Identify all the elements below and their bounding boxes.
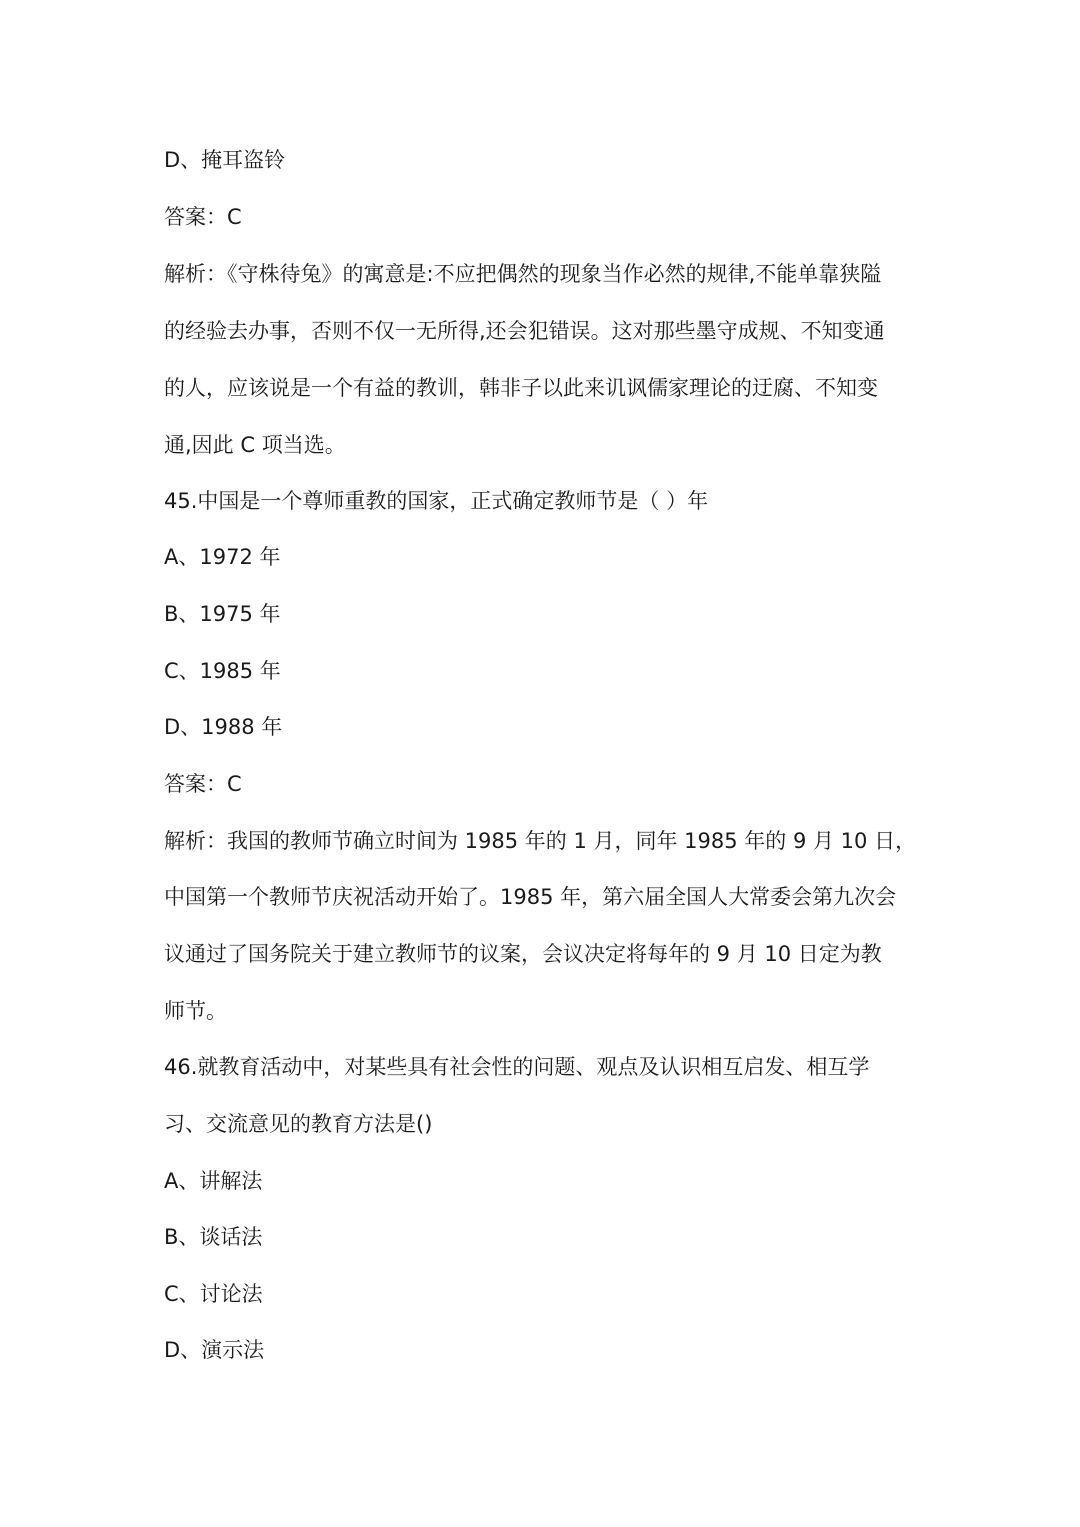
q44-explanation-line-3: 的人，应该说是一个有益的教训，韩非子以此来讥讽儒家理论的迂腐、不知变	[164, 376, 878, 400]
q44-explanation-line-4: 通,因此 C 项当选。	[164, 433, 346, 457]
q44-explanation-line-2: 的经验去办事，否则不仅一无所得,还会犯错误。这对那些墨守成规、不知变通	[164, 319, 885, 343]
q45-option-b: B、1975 年	[164, 602, 281, 626]
q46-option-b: B、谈话法	[164, 1225, 263, 1249]
q45-explanation-line-3: 议通过了国务院关于建立教师节的议案，会议决定将每年的 9 月 10 日定为教	[164, 942, 882, 966]
q46-option-a: A、讲解法	[164, 1169, 263, 1193]
q45-explanation-line-2: 中国第一个教师节庆祝活动开始了。1985 年，第六届全国人大常委会第九次会	[164, 885, 897, 909]
q44-answer: 答案：C	[164, 205, 242, 229]
q44-option-d: D、掩耳盗铃	[164, 148, 286, 172]
q45-explanation-line-1: 解析：我国的教师节确立时间为 1985 年的 1 月，同年 1985 年的 9 月 10 日，	[164, 829, 917, 853]
q45-answer: 答案：C	[164, 772, 242, 796]
q46-option-c: C、讨论法	[164, 1282, 263, 1306]
q45-explanation-line-4: 师节。	[164, 999, 227, 1023]
q46-option-d: D、演示法	[164, 1338, 265, 1362]
q45-option-c: C、1985 年	[164, 659, 281, 683]
q45-option-d: D、1988 年	[164, 715, 283, 739]
q46-question-line-1: 46.就教育活动中，对某些具有社会性的问题、观点及认识相互启发、相互学	[164, 1055, 870, 1079]
q44-explanation-line-1: 解析：《守株待兔》的寓意是:不应把偶然的现象当作必然的规律,不能单靠狭隘	[164, 262, 882, 286]
q45-option-a: A、1972 年	[164, 545, 281, 569]
q45-question: 45.中国是一个尊师重教的国家，正式确定教师节是（ ）年	[164, 489, 709, 513]
q46-question-line-2: 习、交流意见的教育方法是()	[164, 1112, 433, 1136]
